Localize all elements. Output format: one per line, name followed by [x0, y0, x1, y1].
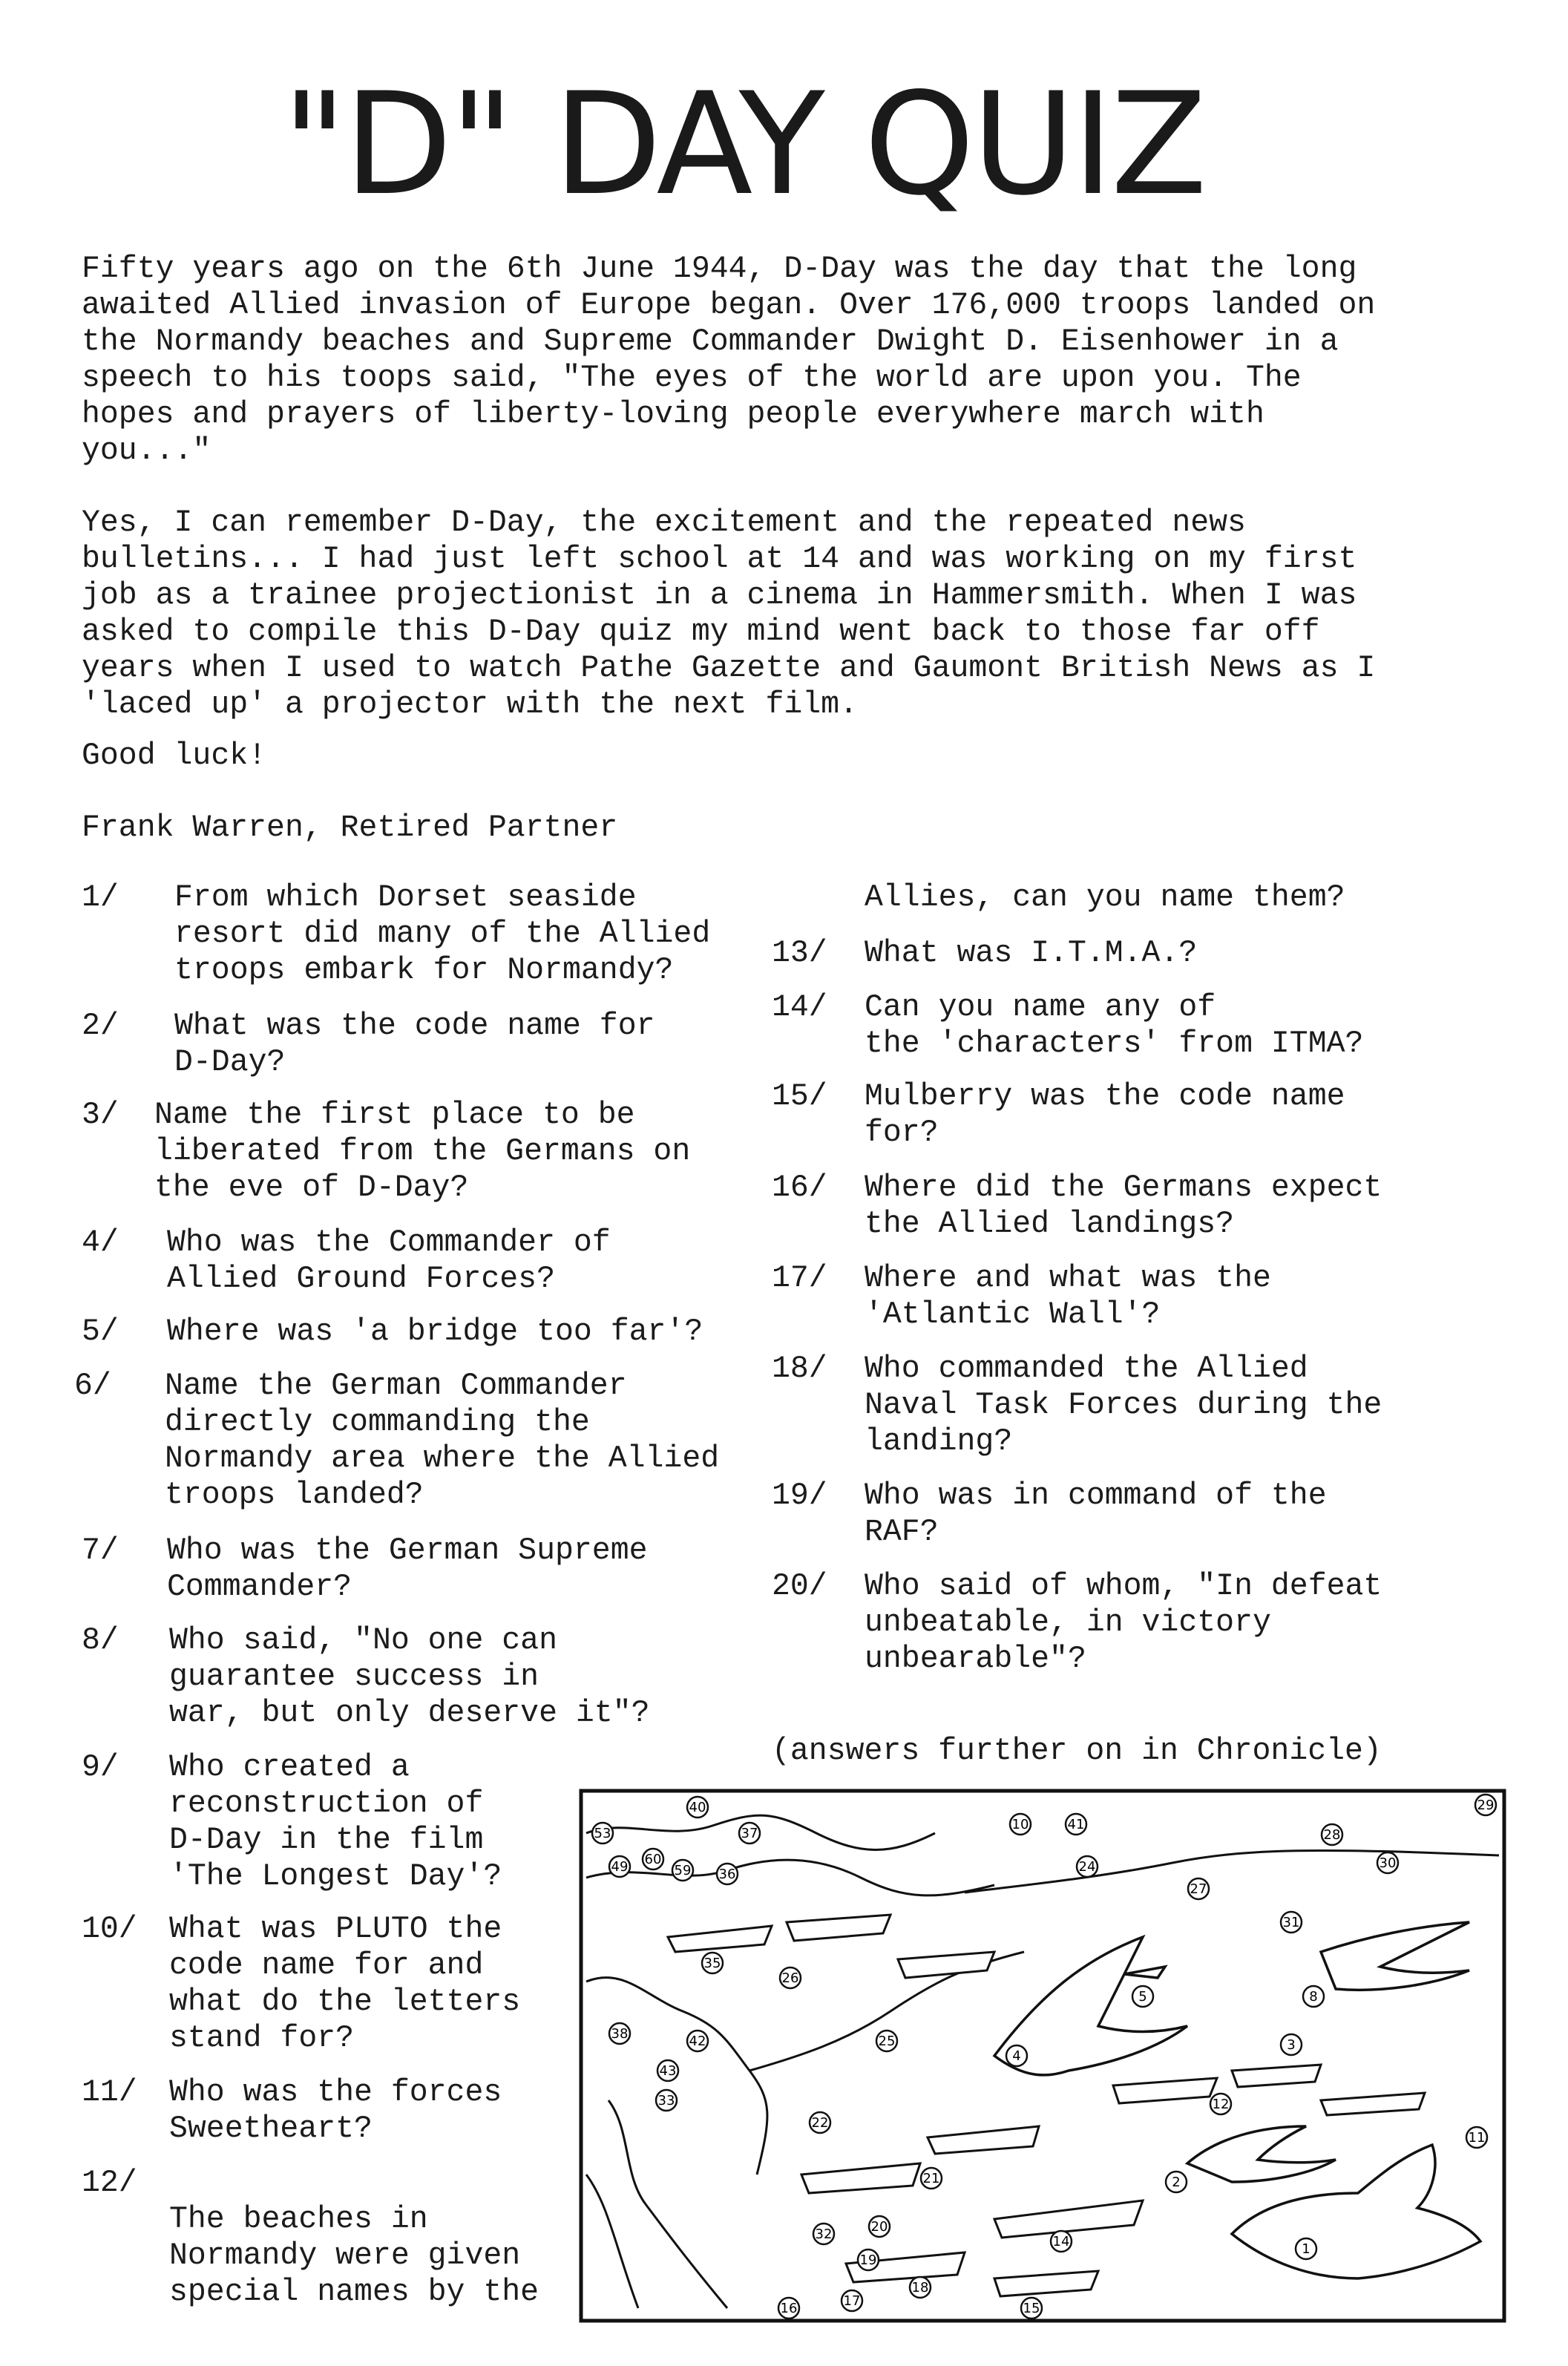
- marker-label: 19: [859, 2252, 877, 2268]
- question-text: Who said of whom, "In defeat unbeatable, in victory unbearable"?: [865, 1569, 1382, 1677]
- page-title: "D" DAY QUIZ: [282, 62, 1204, 226]
- question-number: 7/: [82, 1533, 119, 1568]
- marker-label: 41: [1067, 1817, 1085, 1832]
- marker-label: 32: [815, 2226, 833, 2242]
- question-number: 15/: [772, 1079, 827, 1114]
- marker-label: 25: [878, 2034, 896, 2049]
- question-number: 8/: [82, 1623, 119, 1658]
- question-number: 18/: [772, 1351, 827, 1386]
- marker-label: 5: [1138, 1989, 1147, 2005]
- question-number: 10/: [82, 1912, 137, 1947]
- marker-label: 11: [1468, 2130, 1486, 2146]
- marker-label: 16: [780, 2301, 798, 2316]
- marker-label: 36: [718, 1867, 736, 1882]
- author-signature: Frank Warren, Retired Partner: [82, 810, 618, 845]
- marker-label: 60: [644, 1852, 662, 1867]
- question-text: Can you name any of the 'characters' from ITMA?: [865, 990, 1364, 1061]
- question-number: 12/: [82, 2166, 137, 2200]
- question-text: Who commanded the Allied Naval Task Forces during the landing?: [865, 1351, 1382, 1459]
- marker-label: 26: [781, 1970, 799, 1986]
- answers-note: (answers further on in Chronicle): [772, 1734, 1382, 1769]
- intro-paragraph-1: Fifty years ago on the 6th June 1944, D-Day was the day that the long awaited Allied invasion of Europe began. Over 176,000 troops landed on the Normandy beaches and Supreme Commander Dwight D. Eisenhower in a speech to his toops said, "The eyes of the world are upon you. The hopes and prayers of liberty-loving people everywhere march with you...": [82, 252, 1376, 468]
- marker-label: 53: [594, 1826, 611, 1841]
- intro-paragraph-2: Yes, I can remember D-Day, the excitement and the repeated news bulletins... I had just left school at 14 and was working on my first job as a trainee projectionist in a cinema in Hammersmith. When I was asked to compile this D-Day quiz my mind went back to those far off years when I used to watch Pathe Gazette and Gaumont British News as I 'laced up' a projector with the next film.: [82, 505, 1376, 722]
- marker-label: 29: [1477, 1798, 1495, 1813]
- good-luck-text: Good luck!: [82, 738, 267, 773]
- question-number: 20/: [772, 1569, 827, 1604]
- marker-label: 8: [1309, 1989, 1318, 2005]
- marker-label: 31: [1282, 1915, 1300, 1930]
- marker-label: 27: [1190, 1881, 1207, 1897]
- question-number: 6/: [74, 1369, 111, 1403]
- marker-label: 49: [611, 1859, 629, 1875]
- question-text: What was the code name for D-Day?: [174, 1009, 655, 1080]
- question-text: Who was the German Supreme Commander?: [167, 1533, 648, 1605]
- d-day-landing-illustration: [579, 1789, 1506, 2323]
- marker-label: 30: [1379, 1855, 1397, 1871]
- question-text: From which Dorset seaside resort did many of the Allied troops embark for Normandy?: [174, 880, 711, 988]
- marker-label: 10: [1011, 1817, 1029, 1832]
- marker-label: 35: [703, 1956, 721, 1971]
- marker-label: 24: [1078, 1859, 1096, 1875]
- question-number: 2/: [82, 1009, 119, 1043]
- question-text: Where and what was the 'Atlantic Wall'?: [865, 1261, 1271, 1332]
- question-number: 4/: [82, 1225, 119, 1260]
- question-text: What was PLUTO the code name for and what do the letters stand for?: [169, 1912, 521, 2056]
- marker-label: 40: [689, 1800, 706, 1815]
- marker-label: 37: [741, 1826, 758, 1841]
- marker-label: 1: [1302, 2241, 1311, 2257]
- question-text: Who created a reconstruction of D-Day in the film 'The Longest Day'?: [169, 1750, 502, 1894]
- marker-label: 15: [1023, 2301, 1040, 2316]
- question-text: Name the first place to be liberated from the Germans on the eve of D-Day?: [154, 1098, 691, 1205]
- marker-label: 22: [811, 2115, 829, 2131]
- question-number: 17/: [772, 1261, 827, 1296]
- question-number: 14/: [772, 990, 827, 1025]
- question-text: What was I.T.M.A.?: [865, 936, 1198, 971]
- question-text: Allies, can you name them?: [865, 880, 1345, 915]
- marker-label: 2: [1172, 2175, 1181, 2190]
- marker-label: 28: [1323, 1827, 1341, 1843]
- question-text: Name the German Commander directly commanding the Normandy area where the Allied troops landed?: [165, 1369, 720, 1513]
- marker-label: 33: [657, 2093, 675, 2108]
- question-text: Where did the Germans expect the Allied landings?: [865, 1170, 1382, 1242]
- marker-label: 12: [1212, 2097, 1230, 2112]
- question-text: Who said, "No one can guarantee success in war, but only deserve it"?: [169, 1623, 650, 1731]
- question-number: 9/: [82, 1750, 119, 1785]
- marker-label: 14: [1052, 2234, 1070, 2249]
- question-text: Who was the forces Sweetheart?: [169, 2075, 502, 2146]
- question-text: [169, 2165, 614, 2310]
- question-number: 5/: [82, 1314, 119, 1349]
- question-number: 3/: [82, 1098, 119, 1133]
- marker-label: 20: [870, 2219, 888, 2235]
- marker-label: 38: [611, 2026, 629, 2042]
- question-number: 13/: [772, 936, 827, 971]
- marker-label: 3: [1287, 2037, 1296, 2053]
- marker-label: 59: [674, 1863, 692, 1878]
- question-number: 19/: [772, 1478, 827, 1513]
- question-number: 16/: [772, 1170, 827, 1205]
- marker-label: 18: [911, 2280, 929, 2295]
- marker-label: 43: [659, 2063, 677, 2079]
- question-number: 11/: [82, 2075, 137, 2110]
- marker-label: 21: [922, 2171, 940, 2186]
- question-number: 1/: [82, 880, 119, 915]
- question-text: Where was 'a bridge too far'?: [167, 1314, 703, 1349]
- marker-label: 42: [689, 2034, 706, 2049]
- marker-label: 17: [843, 2293, 861, 2309]
- question-text: Who was in command of the RAF?: [865, 1478, 1327, 1550]
- question-text: Who was the Commander of Allied Ground Forces?: [167, 1225, 611, 1297]
- question-12-part-1: The beaches in Normandy were given special names by the: [169, 2202, 539, 2310]
- marker-label: 4: [1012, 2048, 1021, 2064]
- question-text: Mulberry was the code name for?: [865, 1079, 1345, 1150]
